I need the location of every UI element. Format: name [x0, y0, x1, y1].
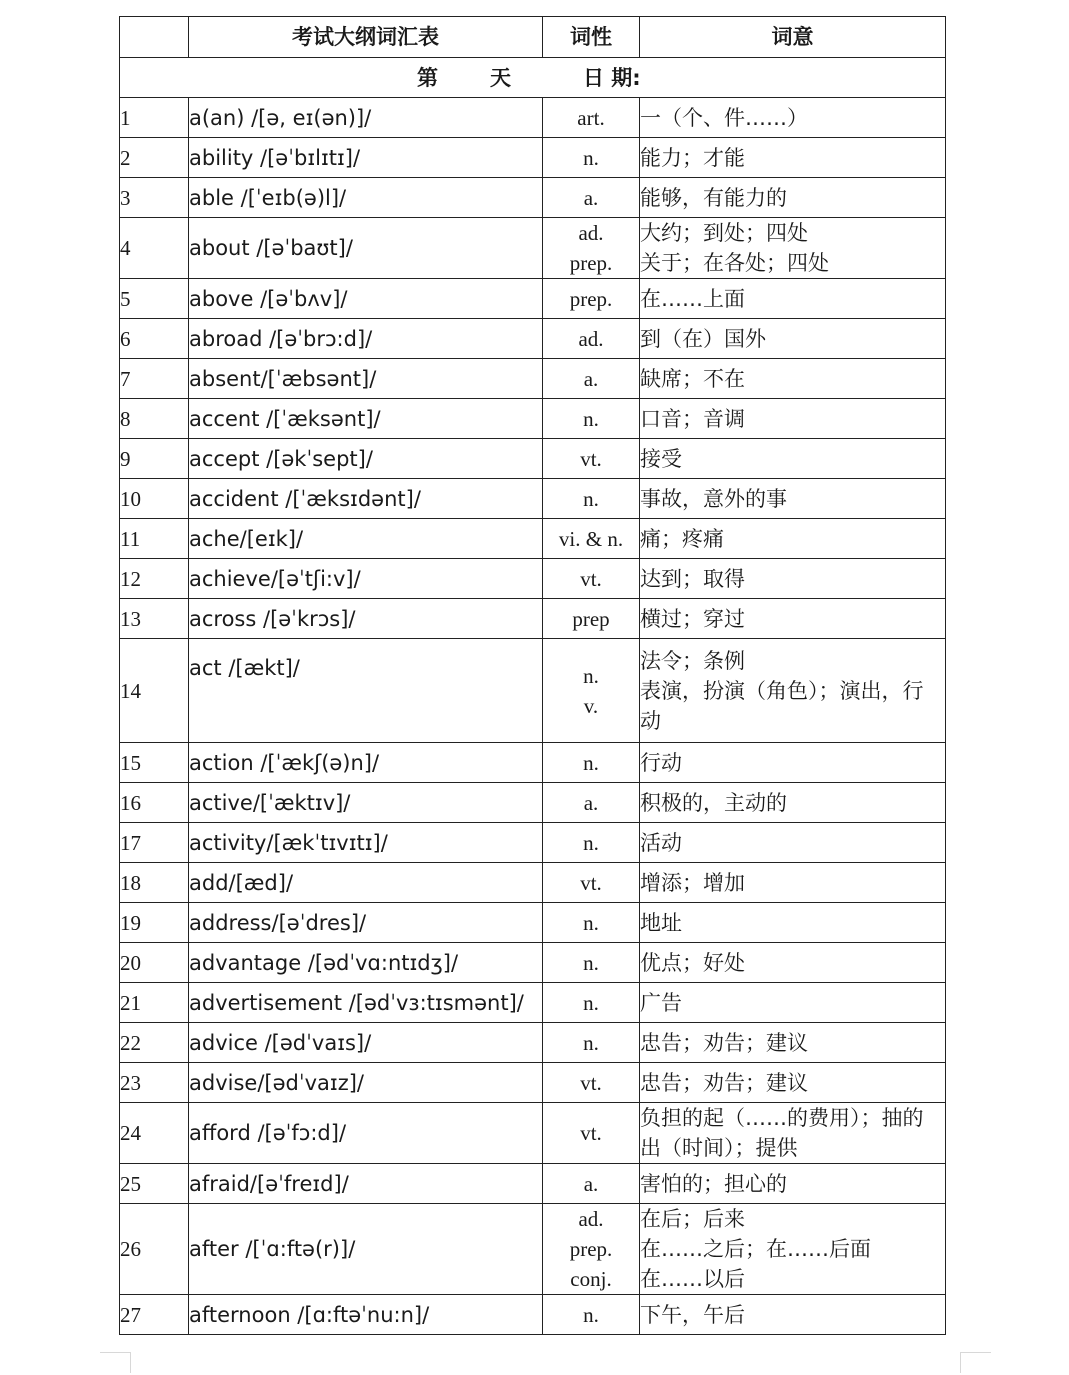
table-row — [120, 98, 946, 138]
meaning-line: 到（在）国外 — [640, 326, 766, 351]
part-of-speech: n. — [583, 990, 599, 1015]
word-entry: accident /[ˈæksɪdənt]/ — [189, 479, 543, 519]
table-row — [120, 863, 946, 903]
table-row — [120, 1023, 946, 1063]
row-number: 4 — [120, 218, 189, 279]
meaning-cell — [640, 399, 946, 439]
word-entry: action /[ˈækʃ(ə)n]/ — [189, 743, 543, 783]
meaning-line: 接受 — [640, 446, 682, 471]
part-of-speech-cell — [543, 479, 640, 519]
word-entry: afternoon /[ɑ:ftəˈnu:n]/ — [189, 1295, 543, 1335]
part-of-speech-cell — [543, 1164, 640, 1204]
word-entry: act /[ækt]/ — [189, 639, 543, 743]
part-of-speech-cell — [543, 1204, 640, 1295]
part-of-speech: n. — [583, 1302, 599, 1327]
part-of-speech: n. — [583, 950, 599, 975]
meaning-line: 事故，意外的事 — [640, 486, 787, 511]
part-of-speech-cell — [543, 138, 640, 178]
part-of-speech: n. — [583, 663, 599, 688]
table-row — [120, 599, 946, 639]
part-of-speech-cell — [543, 1063, 640, 1103]
meaning-line: 能够，有能力的 — [640, 185, 787, 210]
meaning-line: 能力；才能 — [640, 145, 745, 170]
table-row — [120, 1063, 946, 1103]
meaning-line: 地址 — [640, 910, 682, 935]
row-number: 19 — [120, 903, 189, 943]
word-entry: across /[əˈkrɔs]/ — [189, 599, 543, 639]
header-word: 考试大纲词汇表 — [189, 17, 543, 58]
meaning-line: 下午，午后 — [640, 1302, 745, 1327]
day-date-cell — [120, 58, 946, 98]
meaning-line: 达到；取得 — [640, 566, 745, 591]
part-of-speech-cell — [543, 1295, 640, 1335]
meaning-cell — [640, 1063, 946, 1103]
meaning-line: 行动 — [640, 750, 682, 775]
header-meaning: 词意 — [640, 17, 946, 58]
part-of-speech: art. — [577, 105, 605, 130]
table-row — [120, 1103, 946, 1164]
day-row — [120, 58, 946, 98]
meaning-cell — [640, 1204, 946, 1295]
part-of-speech: n. — [583, 910, 599, 935]
meaning-cell — [640, 823, 946, 863]
word-entry: advice /[ədˈvaɪs]/ — [189, 1023, 543, 1063]
row-number: 13 — [120, 599, 189, 639]
meaning-line: 横过；穿过 — [640, 606, 745, 631]
part-of-speech: n. — [583, 750, 599, 775]
word-entry: about /[əˈbaʊt]/ — [189, 218, 543, 279]
part-of-speech-cell — [543, 359, 640, 399]
table-row — [120, 943, 946, 983]
part-of-speech-cell — [543, 943, 640, 983]
day-label-di: 第 — [417, 65, 438, 90]
meaning-cell — [640, 559, 946, 599]
meaning-cell — [640, 439, 946, 479]
meaning-cell — [640, 279, 946, 319]
meaning-line: 痛；疼痛 — [640, 526, 724, 551]
row-number: 17 — [120, 823, 189, 863]
part-of-speech-cell — [543, 439, 640, 479]
table-row — [120, 823, 946, 863]
part-of-speech: a. — [583, 1171, 599, 1196]
word-entry: able /[ˈeɪb(ə)l]/ — [189, 178, 543, 218]
word-entry: abroad /[əˈbrɔ:d]/ — [189, 319, 543, 359]
meaning-cell — [640, 98, 946, 138]
table-row — [120, 1295, 946, 1335]
row-number: 11 — [120, 519, 189, 559]
row-number: 23 — [120, 1063, 189, 1103]
meaning-line: 害怕的；担心的 — [640, 1171, 787, 1196]
meaning-line: 增添；增加 — [640, 870, 745, 895]
meaning-cell — [640, 1164, 946, 1204]
meaning-cell — [640, 639, 946, 743]
part-of-speech-cell — [543, 519, 640, 559]
word-entry: advertisement /[ədˈvɜ:tɪsmənt]/ — [189, 983, 543, 1023]
meaning-cell — [640, 1295, 946, 1335]
meaning-line: 缺席；不在 — [640, 366, 745, 391]
part-of-speech: n. — [583, 1030, 599, 1055]
header-number — [120, 17, 189, 58]
table-row — [120, 439, 946, 479]
part-of-speech-cell — [543, 823, 640, 863]
meaning-cell — [640, 1023, 946, 1063]
part-of-speech-cell — [543, 98, 640, 138]
part-of-speech-cell — [543, 863, 640, 903]
part-of-speech: prep. — [569, 286, 613, 311]
part-of-speech: vt. — [580, 446, 602, 471]
row-number: 21 — [120, 983, 189, 1023]
table-row — [120, 178, 946, 218]
part-of-speech: conj. — [570, 1267, 612, 1291]
word-entry: advise/[ədˈvaɪz]/ — [189, 1063, 543, 1103]
meaning-cell — [640, 138, 946, 178]
part-of-speech: prep. — [569, 1237, 613, 1261]
meaning-line: 积极的，主动的 — [640, 790, 787, 815]
part-of-speech-cell — [543, 983, 640, 1023]
meaning-cell — [640, 983, 946, 1023]
meaning-line: 在后；后来 — [640, 1207, 745, 1231]
row-number: 16 — [120, 783, 189, 823]
row-number: 7 — [120, 359, 189, 399]
page-corner-mark-right — [960, 1352, 991, 1373]
header-part-of-speech: 词性 — [543, 17, 640, 58]
part-of-speech-cell — [543, 279, 640, 319]
row-number: 9 — [120, 439, 189, 479]
vocabulary-table — [119, 16, 946, 1335]
table-row — [120, 319, 946, 359]
word-entry: a(an) /[ə, eɪ(ən)]/ — [189, 98, 543, 138]
part-of-speech-cell — [543, 1103, 640, 1164]
part-of-speech-cell — [543, 319, 640, 359]
part-of-speech-cell — [543, 783, 640, 823]
meaning-cell — [640, 863, 946, 903]
word-entry: after /[ˈɑ:ftə(r)]/ — [189, 1204, 543, 1295]
meaning-line: 优点；好处 — [640, 950, 745, 975]
part-of-speech: ad. — [578, 221, 604, 245]
part-of-speech: a. — [583, 790, 599, 815]
row-number: 18 — [120, 863, 189, 903]
meaning-line: 一（个、件……） — [640, 105, 808, 130]
part-of-speech: vt. — [580, 1070, 602, 1095]
word-entry: ache/[eɪk]/ — [189, 519, 543, 559]
table-row — [120, 1164, 946, 1204]
row-number: 24 — [120, 1103, 189, 1164]
row-number: 10 — [120, 479, 189, 519]
word-entry: accent /[ˈæksənt]/ — [189, 399, 543, 439]
row-number: 22 — [120, 1023, 189, 1063]
meaning-cell — [640, 519, 946, 559]
row-number: 6 — [120, 319, 189, 359]
part-of-speech: n. — [583, 406, 599, 431]
table-row — [120, 639, 946, 743]
part-of-speech: vt. — [580, 566, 602, 591]
meaning-line: 关于；在各处；四处 — [640, 251, 829, 275]
meaning-line: 大约；到处；四处 — [640, 221, 808, 245]
row-number: 14 — [120, 639, 189, 743]
part-of-speech: prep. — [569, 251, 613, 275]
meaning-cell — [640, 479, 946, 519]
row-number: 26 — [120, 1204, 189, 1295]
meaning-cell — [640, 359, 946, 399]
table-row — [120, 983, 946, 1023]
table-row — [120, 359, 946, 399]
word-entry: accept /[əkˈsept]/ — [189, 439, 543, 479]
table-row — [120, 743, 946, 783]
row-number: 15 — [120, 743, 189, 783]
meaning-cell — [640, 178, 946, 218]
row-number: 5 — [120, 279, 189, 319]
meaning-line: 口音；音调 — [640, 406, 745, 431]
word-entry: advantage /[ədˈvɑ:ntɪdʒ]/ — [189, 943, 543, 983]
part-of-speech-cell — [543, 903, 640, 943]
meaning-line: 表演，扮演（角色）；演出，行 — [640, 678, 924, 703]
part-of-speech: vt. — [580, 870, 602, 895]
part-of-speech: ad. — [578, 1207, 604, 1231]
row-number: 2 — [120, 138, 189, 178]
meaning-line: 在……以后 — [640, 1267, 745, 1291]
word-entry: active/[ˈæktɪv]/ — [189, 783, 543, 823]
part-of-speech: a. — [583, 366, 599, 391]
meaning-line: 负担的起（……的费用）；抽的 — [640, 1106, 924, 1130]
row-number: 8 — [120, 399, 189, 439]
part-of-speech-cell — [543, 178, 640, 218]
table-row — [120, 399, 946, 439]
meaning-line: 广告 — [640, 990, 682, 1015]
table-row — [120, 138, 946, 178]
part-of-speech-cell — [543, 218, 640, 279]
part-of-speech-cell — [543, 1023, 640, 1063]
word-entry: afraid/[əˈfreɪd]/ — [189, 1164, 543, 1204]
part-of-speech: prep — [572, 606, 610, 631]
date-label: 日 期: — [583, 65, 641, 90]
word-entry: absent/[ˈæbsənt]/ — [189, 359, 543, 399]
table-row — [120, 218, 946, 279]
meaning-cell — [640, 903, 946, 943]
meaning-line: 在……之后；在……后面 — [640, 1237, 871, 1261]
meaning-cell — [640, 743, 946, 783]
meaning-line: 忠告；劝告；建议 — [640, 1030, 808, 1055]
meaning-line: 活动 — [640, 830, 682, 855]
table-row — [120, 479, 946, 519]
meaning-line: 动 — [640, 708, 661, 733]
part-of-speech-cell — [543, 639, 640, 743]
word-entry: afford /[əˈfɔ:d]/ — [189, 1103, 543, 1164]
part-of-speech-cell — [543, 559, 640, 599]
row-number: 3 — [120, 178, 189, 218]
table-row — [120, 519, 946, 559]
word-entry: above /[əˈbʌv]/ — [189, 279, 543, 319]
meaning-line: 在……上面 — [640, 286, 745, 311]
word-entry: address/[əˈdres]/ — [189, 903, 543, 943]
table-row — [120, 559, 946, 599]
row-number: 1 — [120, 98, 189, 138]
part-of-speech: n. — [583, 830, 599, 855]
table-header-row — [120, 17, 946, 58]
day-label-tian: 天 — [490, 65, 511, 90]
part-of-speech: vi. & n. — [558, 526, 624, 551]
word-entry: ability /[əˈbɪlɪtɪ]/ — [189, 138, 543, 178]
part-of-speech: n. — [583, 145, 599, 170]
meaning-cell — [640, 319, 946, 359]
part-of-speech-cell — [543, 743, 640, 783]
meaning-cell — [640, 783, 946, 823]
row-number: 20 — [120, 943, 189, 983]
meaning-cell — [640, 218, 946, 279]
part-of-speech: v. — [583, 693, 599, 718]
page-corner-mark-left — [100, 1352, 131, 1373]
row-number: 27 — [120, 1295, 189, 1335]
meaning-cell — [640, 599, 946, 639]
meaning-line: 法令；条例 — [640, 648, 745, 673]
part-of-speech: n. — [583, 486, 599, 511]
meaning-line: 出（时间）；提供 — [640, 1136, 798, 1160]
table-row — [120, 279, 946, 319]
row-number: 25 — [120, 1164, 189, 1204]
table-row — [120, 783, 946, 823]
meaning-cell — [640, 943, 946, 983]
table-row — [120, 1204, 946, 1295]
meaning-cell — [640, 1103, 946, 1164]
row-number: 12 — [120, 559, 189, 599]
word-entry: activity/[ækˈtɪvɪtɪ]/ — [189, 823, 543, 863]
part-of-speech: ad. — [578, 326, 604, 351]
part-of-speech: a. — [583, 185, 599, 210]
table-row — [120, 903, 946, 943]
word-entry: add/[æd]/ — [189, 863, 543, 903]
meaning-line: 忠告；劝告；建议 — [640, 1070, 808, 1095]
part-of-speech: vt. — [580, 1121, 602, 1145]
part-of-speech-cell — [543, 599, 640, 639]
word-entry: achieve/[əˈtʃi:v]/ — [189, 559, 543, 599]
part-of-speech-cell — [543, 399, 640, 439]
